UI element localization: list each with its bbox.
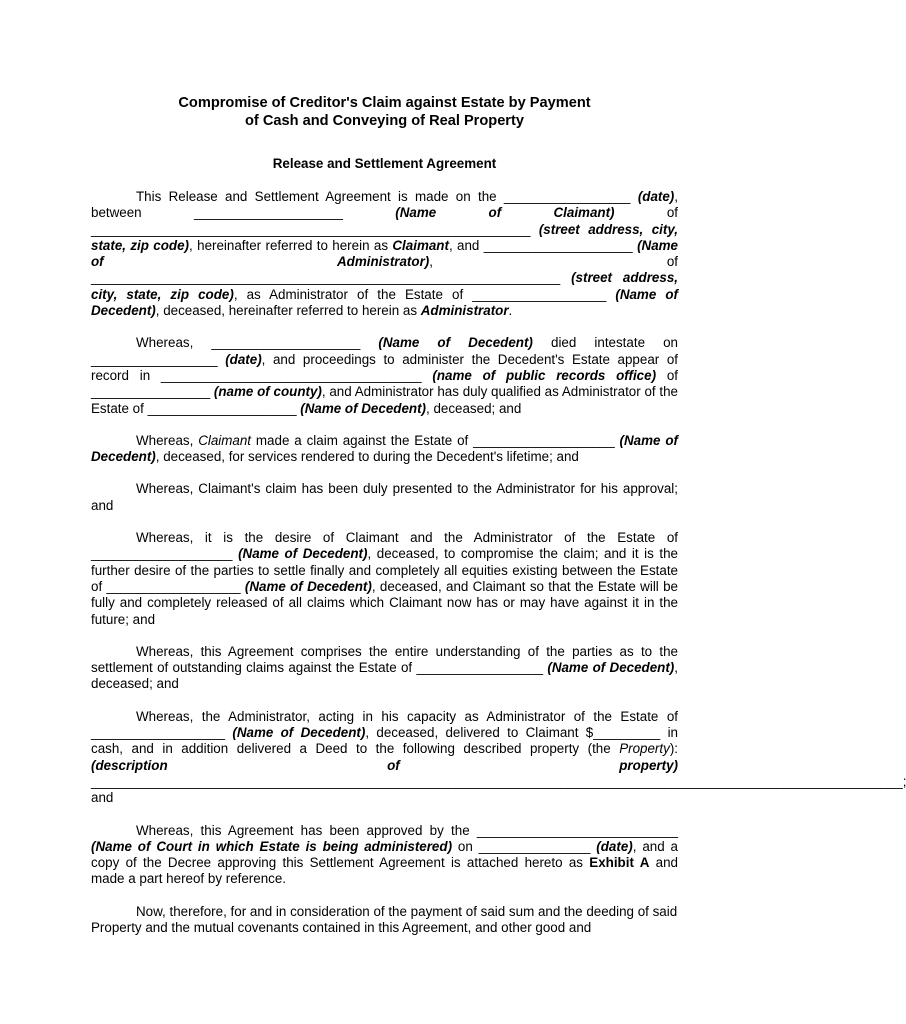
text-run: Whereas, ____________________: [136, 335, 379, 351]
text-run: , between ____________________: [91, 189, 678, 221]
title-line-2: of Cash and Conveying of Real Property: [245, 113, 524, 129]
field-label: (date): [637, 189, 675, 204]
field-label: (Name of Decedent): [547, 660, 675, 676]
field-label: (Name of Decedent): [244, 578, 372, 594]
field-label: (Name of Court in which Estate is being administered): [91, 838, 453, 854]
text-run: made a claim against the Estate of ___________________: [251, 432, 620, 448]
text-run: Whereas, this Agreement comprises the entire understanding of the parties as to the settlement of outstanding claims against the Estate of _________________: [91, 643, 678, 676]
document-subtitle: Release and Settlement Agreement: [272, 156, 497, 171]
field-label: (Name of Administrator): [91, 237, 678, 270]
text-run: , deceased, to compromise the claim; and it is the further desire of the parties to settle finally and completely all equities existing between the Estate of __________________: [91, 546, 679, 594]
field-label: (street address, city, state, zip code): [91, 221, 679, 253]
text-run: , hereinafter referred to herein as: [189, 237, 393, 253]
title-line-1: Compromise of Creditor's Claim against Estate by Payment: [178, 95, 591, 111]
text-run: died intestate on _________________: [91, 335, 678, 367]
field-label: (Name of Claimant): [395, 205, 615, 221]
paragraph-whereas-administrator: [91, 708, 906, 807]
field-label: (Name of Decedent): [91, 432, 678, 465]
defined-term: Administrator: [420, 303, 509, 319]
text-run: of ___________________________________________________________: [91, 205, 679, 237]
text-run: and made a part hereof by reference.: [91, 855, 679, 887]
paragraph-whereas-intestate: [91, 335, 678, 416]
paragraph-whereas-presented: [91, 481, 678, 514]
text-run: , deceased, for services rendered to during the Decedent's lifetime; and: [155, 449, 579, 465]
document-title: [91, 94, 678, 130]
text-run: of ________________: [91, 367, 678, 400]
field-label: (date): [596, 838, 633, 854]
text-run: Whereas, this Agreement has been approved by the ___________________________: [136, 822, 678, 838]
field-label: (name of public records office): [432, 367, 657, 383]
paragraph-now-therefore: [91, 904, 678, 937]
field-label: (street address, city, state, zip code): [91, 270, 678, 302]
text-run: , and a copy of the Decree approving this Settlement Agreement is attached hereto as: [91, 838, 679, 871]
text-run: This Release and Settlement Agreement is made on the _________________: [136, 189, 638, 204]
defined-term: Property: [619, 741, 670, 757]
text-run: , of _______________________________________________________________: [91, 254, 678, 286]
exhibit-reference: Exhibit A: [589, 855, 650, 871]
paragraph-whereas-approved: [91, 823, 678, 888]
field-label: (Name of Decedent): [238, 546, 368, 562]
text-run: , and proceedings to administer the Decedent's Estate appear of record in ___________________________________: [91, 351, 678, 383]
text-run: , and Administrator has duly qualified as Administrator of the Estate of ____________________: [91, 384, 678, 416]
text-run: Whereas, it is the desire of Claimant and the Administrator of the Estate of ___________________: [91, 530, 678, 562]
text-run: on _______________: [452, 838, 597, 854]
paragraph-whereas-claim: [91, 433, 678, 466]
field-label: (date): [225, 351, 262, 367]
text-run: , deceased, delivered to Claimant $_________ in cash, and in addition delivered a Deed to the following described property (the: [91, 725, 678, 757]
text-run: , deceased, and Claimant so that the Estate will be fully and completely released of all claims which Claimant now has or may have against it in the future; and: [91, 578, 678, 627]
text-run: Whereas, Claimant's claim has been duly presented to the Administrator for his approval; and: [91, 481, 678, 513]
text-run: , as Administrator of the Estate of __________________: [233, 286, 616, 302]
text-run: , deceased; and: [91, 660, 678, 692]
paragraph-parties: [91, 189, 678, 319]
paragraph-whereas-entire: [91, 644, 678, 693]
field-label: (Name of Decedent): [300, 400, 426, 416]
text-run: ):: [669, 741, 678, 757]
defined-term: Claimant: [198, 432, 252, 448]
field-label: (Name of Decedent): [378, 335, 533, 351]
text-run: Whereas, the Administrator, acting in his capacity as Administrator of the Estate of __________________: [91, 708, 678, 741]
paragraph-whereas-desire: [91, 530, 678, 628]
text-run: , deceased, hereinafter referred to herein as: [155, 303, 421, 319]
defined-term: Claimant: [392, 237, 449, 253]
text-run: _____________________________________________________________________________________________________________; and: [91, 773, 906, 806]
field-label: (Name of Decedent): [232, 725, 366, 741]
field-label: (description of property): [91, 757, 678, 773]
field-label: (Name of Decedent): [91, 286, 679, 319]
text-run: .: [508, 303, 513, 319]
field-label: (name of county): [213, 384, 322, 400]
text-run: , and ____________________: [448, 237, 638, 253]
text-run: Now, therefore, for and in consideration of the payment of said sum and the deeding of said Property and the mutual covenants contained in this Agreement, and other good and: [91, 903, 678, 935]
text-run: , deceased; and: [426, 400, 522, 416]
text-run: Whereas,: [136, 432, 199, 448]
